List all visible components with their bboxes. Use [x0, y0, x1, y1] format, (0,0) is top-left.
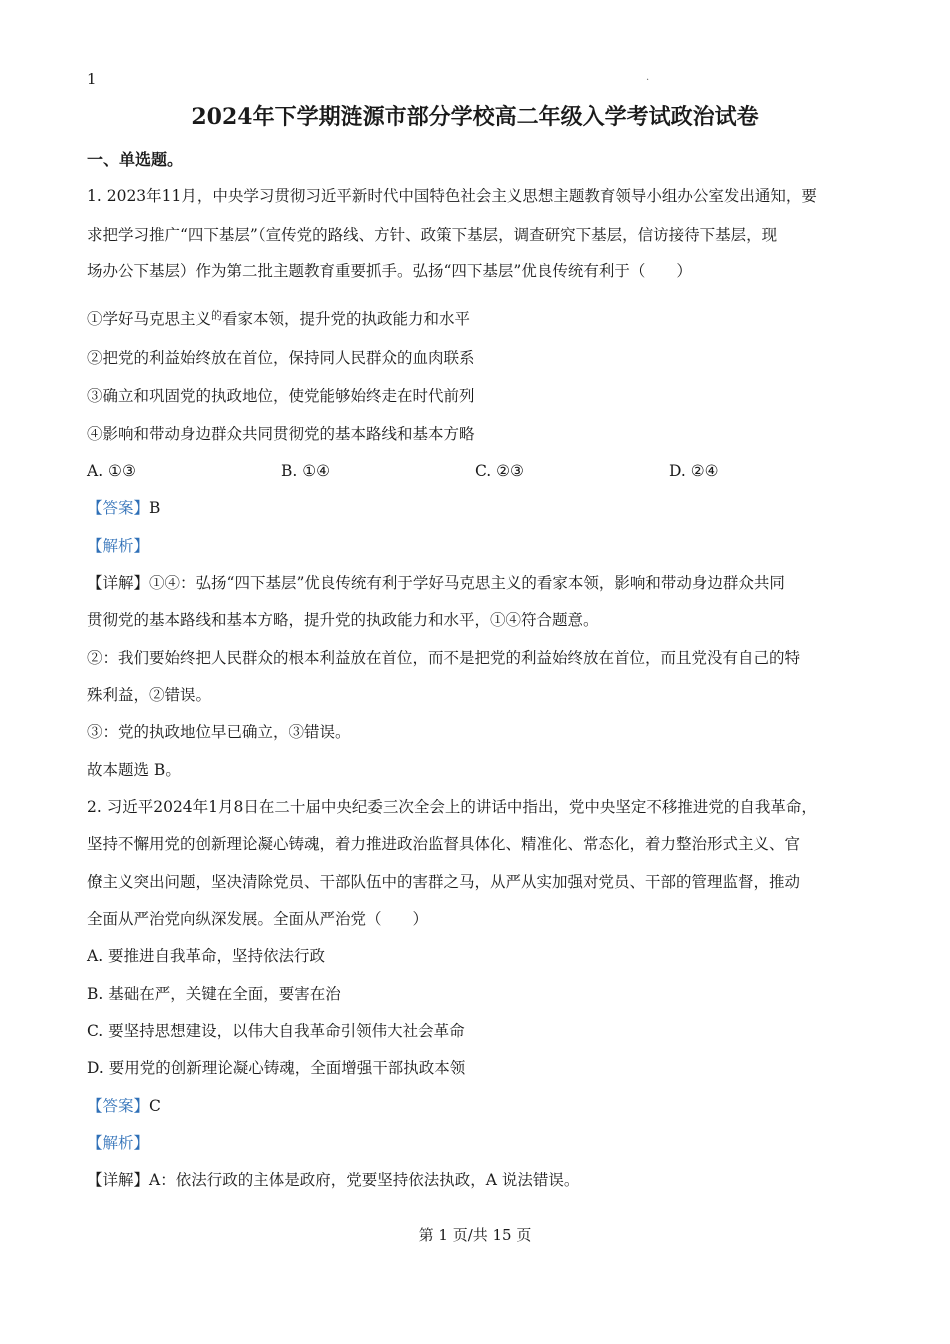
- q1-option-d: D. ②④: [669, 462, 719, 480]
- q1-detail-line-3: ②：我们要始终把人民群众的根本利益放在首位，而不是把党的利益始终放在首位，而且党没有自己的特: [87, 649, 801, 667]
- q1-item-1-pre: ①学好马克思主义: [87, 310, 212, 328]
- q1-answer-tag: 【答案】: [87, 499, 150, 517]
- q1-detail-text-1: ①④：弘扬“四下基层”优良传统有利于学好马克思主义的看家本领，影响和带动身边群众共同: [149, 574, 785, 592]
- q1-item-1-sup: 的: [211, 309, 223, 322]
- q2-answer-tag: 【答案】: [87, 1097, 150, 1115]
- q2-stem-line-3: 僚主义突出问题，坚决清除党员、干部队伍中的害群之马，从严从实加强对党员、干部的管理监督，推动: [87, 873, 801, 891]
- q1-option-a: A. ①③: [87, 462, 136, 480]
- q1-stem-line-2: 求把学习推广“四下基层”（宣传党的路线、方针、政策下基层，调查研究下基层，信访接待下基层，现: [87, 226, 778, 244]
- q2-detail-tag: 【详解】: [87, 1171, 150, 1189]
- q2-stem-line-2: 坚持不懈用党的创新理论凝心铸魂，着力推进政治监督具体化、精准化、常态化，着力整治形式主义、官: [87, 835, 801, 853]
- q2-option-d: D. 要用党的创新理论凝心铸魂，全面增强干部执政本领: [87, 1059, 466, 1077]
- q1-stem-line-3: 场办公下基层）作为第二批主题教育重要抓手。弘扬“四下基层”优良传统有利于（ ）: [87, 262, 692, 280]
- q1-answer: [87, 498, 160, 518]
- q1-stem-line-1: 1. 2023年11月，中央学习贯彻习近平新时代中国特色社会主义思想主题教育领导小组办公室发出通知，要: [87, 187, 817, 205]
- q1-item-2: ②把党的利益始终放在首位，保持同人民群众的血肉联系: [87, 349, 475, 367]
- q1-detail-line-5: ③：党的执政地位早已确立，③错误。: [87, 723, 351, 741]
- q2-answer: [87, 1096, 161, 1116]
- q1-item-1-post: 看家本领，提升党的执政能力和水平: [222, 310, 471, 328]
- section-heading: 一、单选题。: [87, 150, 184, 169]
- q1-detail-line-1: [87, 573, 785, 593]
- q1-option-c: C. ②③: [475, 462, 524, 480]
- q1-detail-line-4: 殊利益，②错误。: [87, 686, 212, 704]
- page-number-top: 1: [87, 70, 97, 88]
- q1-item-4: ④影响和带动身边群众共同贯彻党的基本路线和基本方略: [87, 425, 475, 443]
- q1-detail-tag: 【详解】: [87, 574, 150, 592]
- q2-option-c: C. 要坚持思想建设，以伟大自我革命引领伟大社会革命: [87, 1022, 465, 1040]
- q2-stem-line-4: 全面从严治党向纵深发展。全面从严治党（ ）: [87, 910, 429, 928]
- top-dot: .: [646, 72, 650, 83]
- q1-item-3: ③确立和巩固党的执政地位，使党能够始终走在时代前列: [87, 387, 475, 405]
- q1-analysis-tag: 【解析】: [87, 537, 150, 555]
- q2-option-b: B. 基础在严，关键在全面，要害在治: [87, 985, 341, 1003]
- document-title: 2024年下学期涟源市部分学校高二年级入学考试政治试卷: [191, 104, 759, 130]
- q2-detail-line-1: [87, 1170, 579, 1190]
- q2-option-a: A. 要推进自我革命，坚持依法行政: [87, 947, 326, 965]
- q2-stem-line-1: 2. 习近平2024年1月8日在二十届中央纪委三次全会上的讲话中指出，党中央坚定不移推进党的自我革命，: [87, 798, 817, 816]
- page-footer: 第 1 页/共 15 页: [418, 1226, 532, 1244]
- q2-detail-text: A：依法行政的主体是政府，党要坚持依法执政，A 说法错误。: [149, 1171, 580, 1189]
- q1-detail-line-6: 故本题选 B。: [87, 761, 181, 779]
- q2-analysis-tag: 【解析】: [87, 1134, 150, 1152]
- q1-item-1: [87, 309, 470, 331]
- q2-answer-value: C: [149, 1097, 161, 1115]
- q1-option-b: B. ①④: [281, 462, 331, 480]
- q1-answer-value: B: [149, 499, 161, 517]
- q1-detail-line-2: 贯彻党的基本路线和基本方略，提升党的执政能力和水平，①④符合题意。: [87, 611, 599, 629]
